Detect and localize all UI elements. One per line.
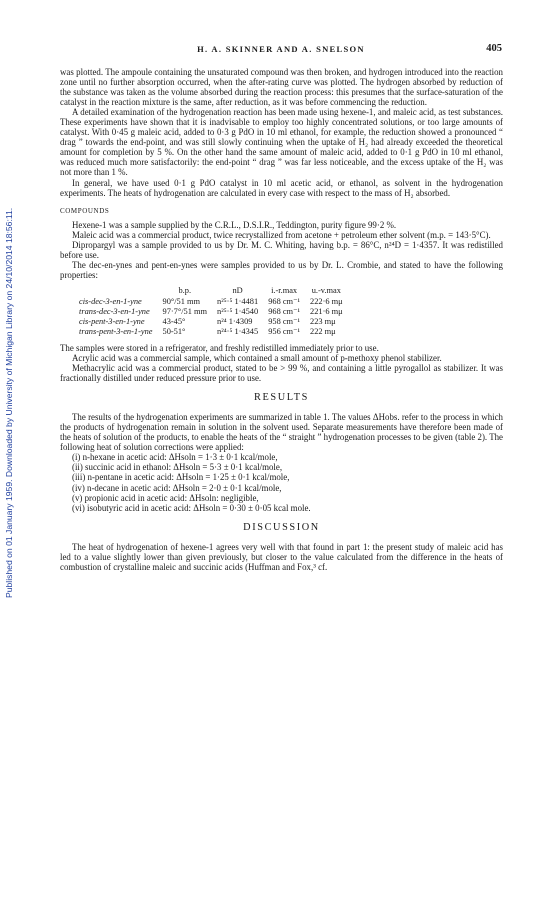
properties-table [74, 286, 348, 337]
table-cell: n²⁵·⁵ 1·4540 [217, 306, 259, 316]
list-item: (iii) n-pentane in acetic acid: ΔHsoln = 1·25 ± 0·1 kcal/mole, [72, 472, 290, 483]
table-cell: 222 mμ [310, 326, 336, 336]
corrections-list [60, 452, 503, 512]
table-cell: n²⁵·⁵ 1·4481 [217, 296, 259, 306]
list-item: (vi) isobutyric acid in acetic acid: ΔHsoln = 0·30 ± 0·05 kcal mole. [72, 502, 311, 513]
discussion-heading: DISCUSSION [243, 521, 320, 533]
list-item: (i) n-hexane in acetic acid: ΔHsoln = 1·3 ± 0·1 kcal/mole, [72, 452, 278, 463]
table-cell: cis-pent-3-en-1-yne [79, 316, 145, 326]
table-header-row [74, 286, 348, 297]
table-cell: 90°/51 mm [162, 296, 201, 306]
table-cell: 956 cm⁻¹ [268, 326, 301, 336]
paragraph: Methacrylic acid was a commercial product, stated to be > 99 %, and containing a little pyrogallol as stabilizer. It was fractionally distilled under reduced pressure prior to use. [60, 363, 503, 384]
table-cell: cis-dec-3-en-1-yne [79, 296, 142, 306]
paragraph: Maleic acid was a commercial product, twice recrystallized from acetone + petroleum ether solvent (m.p. = 143·5°C). [72, 229, 491, 240]
paragraph: A detailed examination of the hydrogenation reaction has been made using hexene-1, and maleic acid, as test substances. These experiments have shown that it is inadvisable to employ too highly concentrated solutions, or too large amounts of catalyst. With 0·45 g maleic acid, added to 0·3 g PdO in 10 ml ethanol, for example, the reduction showed a pronounced “ drag ” towards the end-point, and was still slowly continuing when the uptake of H₂ had already exceeded the theoretical amount for completion by 5 %. On the other hand the same amount of maleic acid, added to 0·1 g PdO in 10 ml ethanol, was reduced much more satisfactorily: the end-point “ drag ” was far less noticeable, and the excess uptake of the H₂ was not more than 1 %. [60, 107, 503, 178]
paragraph: Hexene-1 was a sample supplied by the C.R.L., D.S.I.R., Teddington, purity figure 99·2 %. [72, 219, 397, 230]
paragraph: Acrylic acid was a commercial sample, which contained a small amount of p-methoxy phenol stabilizer. [72, 352, 442, 363]
table-cell: 968 cm⁻¹ [268, 306, 301, 316]
table-header: b.p. [178, 285, 192, 295]
list-item: (ii) succinic acid in ethanol: ΔHsoln = 5·3 ± 0·1 kcal/mole, [72, 462, 283, 473]
table-header: nD [232, 285, 243, 295]
running-header [60, 44, 502, 58]
table-cell: 97·7°/51 mm [162, 306, 208, 316]
table-cell: trans-pent-3-en-1-yne [79, 326, 153, 336]
publication-watermark-text: Published on 01 January 1959. Downloaded by University of Michigan Library on 24/10/2014 18:56:11. [4, 207, 14, 598]
list-item: (iv) n-decane in acetic acid: ΔHsoln = 2·0 ± 0·1 kcal/mole, [72, 482, 282, 493]
table-cell: n²⁴·⁵ 1·4345 [217, 326, 259, 336]
paragraph: was plotted. The ampoule containing the unsaturated compound was then broken, and hydrogen introduced into the reaction zone until no further absorption occurred, when the after-rating curve was plotted. The hydrogen absorbed by reduction of the substance was taken as the volume absorbed during the reaction process: this presumes that the surface-saturation of the catalyst in the reaction mixture is the same, after reduction, as it was before commencing the reduction. [60, 67, 503, 108]
paragraph: The heat of hydrogenation of hexene-1 agrees very well with that found in part 1: the present study of maleic acid has led to a value slightly lower than given previously, but closer to the value calculated from the difference in the heats of combustion of crystalline maleic and succinic acids (Huffman and Fox,³ cf. [60, 541, 503, 572]
table-cell: n²⁴ 1·4309 [217, 316, 253, 326]
header-authors: H. A. SKINNER AND A. SNELSON [197, 44, 365, 54]
article-body [60, 67, 503, 572]
table-cell: 223 mμ [310, 316, 336, 326]
table-cell: trans-dec-3-en-1-yne [79, 306, 150, 316]
paragraph: The dec-en-ynes and pent-en-ynes were samples provided to us by Dr. L. Crombie, and stated to have the following properties: [60, 259, 503, 280]
table-cell: 43-45° [162, 316, 186, 326]
table-row [74, 327, 348, 337]
table-row [74, 297, 348, 307]
page-number: 405 [486, 43, 502, 54]
paragraph: The results of the hydrogenation experiments are summarized in table 1. The values ΔHobs. refer to the process in which the products of hydrogenation remain in solution in the solvent used. Separate measurements have therefore been made of the heats of solution of the products, to enable the heats of the “ straight ” hydrogenation processes to be given (table 2). The following heat of solution corrections were applied: [60, 412, 503, 453]
compounds-heading: COMPOUNDS [60, 206, 110, 215]
table-cell: 968 cm⁻¹ [268, 296, 301, 306]
table-row [74, 307, 348, 317]
results-heading: RESULTS [254, 392, 309, 404]
table-cell: 221·6 mμ [310, 306, 343, 316]
table-header: i.-r.max [271, 285, 298, 295]
table-cell: 50-51° [162, 326, 186, 336]
publication-watermark [2, 100, 16, 600]
paragraph: The samples were stored in a refrigerator, and freshly redistilled immediately prior to use. [60, 342, 379, 353]
paragraph: In general, we have used 0·1 g PdO catalyst in 10 ml acetic acid, or ethanol, as solvent in the hydrogenation experiments. The heats of hydrogenation are calculated in every case with respect to the mass of H₂ absorbed. [60, 177, 503, 198]
table-cell: 222·6 mμ [310, 296, 343, 306]
table-header [74, 286, 158, 297]
list-item: (v) propionic acid in acetic acid: ΔHsoln: negligible, [72, 492, 259, 503]
table-header: u.-v.max [311, 285, 341, 295]
table-cell: 958 cm⁻¹ [268, 316, 301, 326]
paragraph: Dipropargyl was a sample provided to us by Dr. M. C. Whiting, having b.p. = 86°C, n²⁴D = 1·4357. It was redistilled before use. [60, 239, 503, 260]
table-row [74, 317, 348, 327]
